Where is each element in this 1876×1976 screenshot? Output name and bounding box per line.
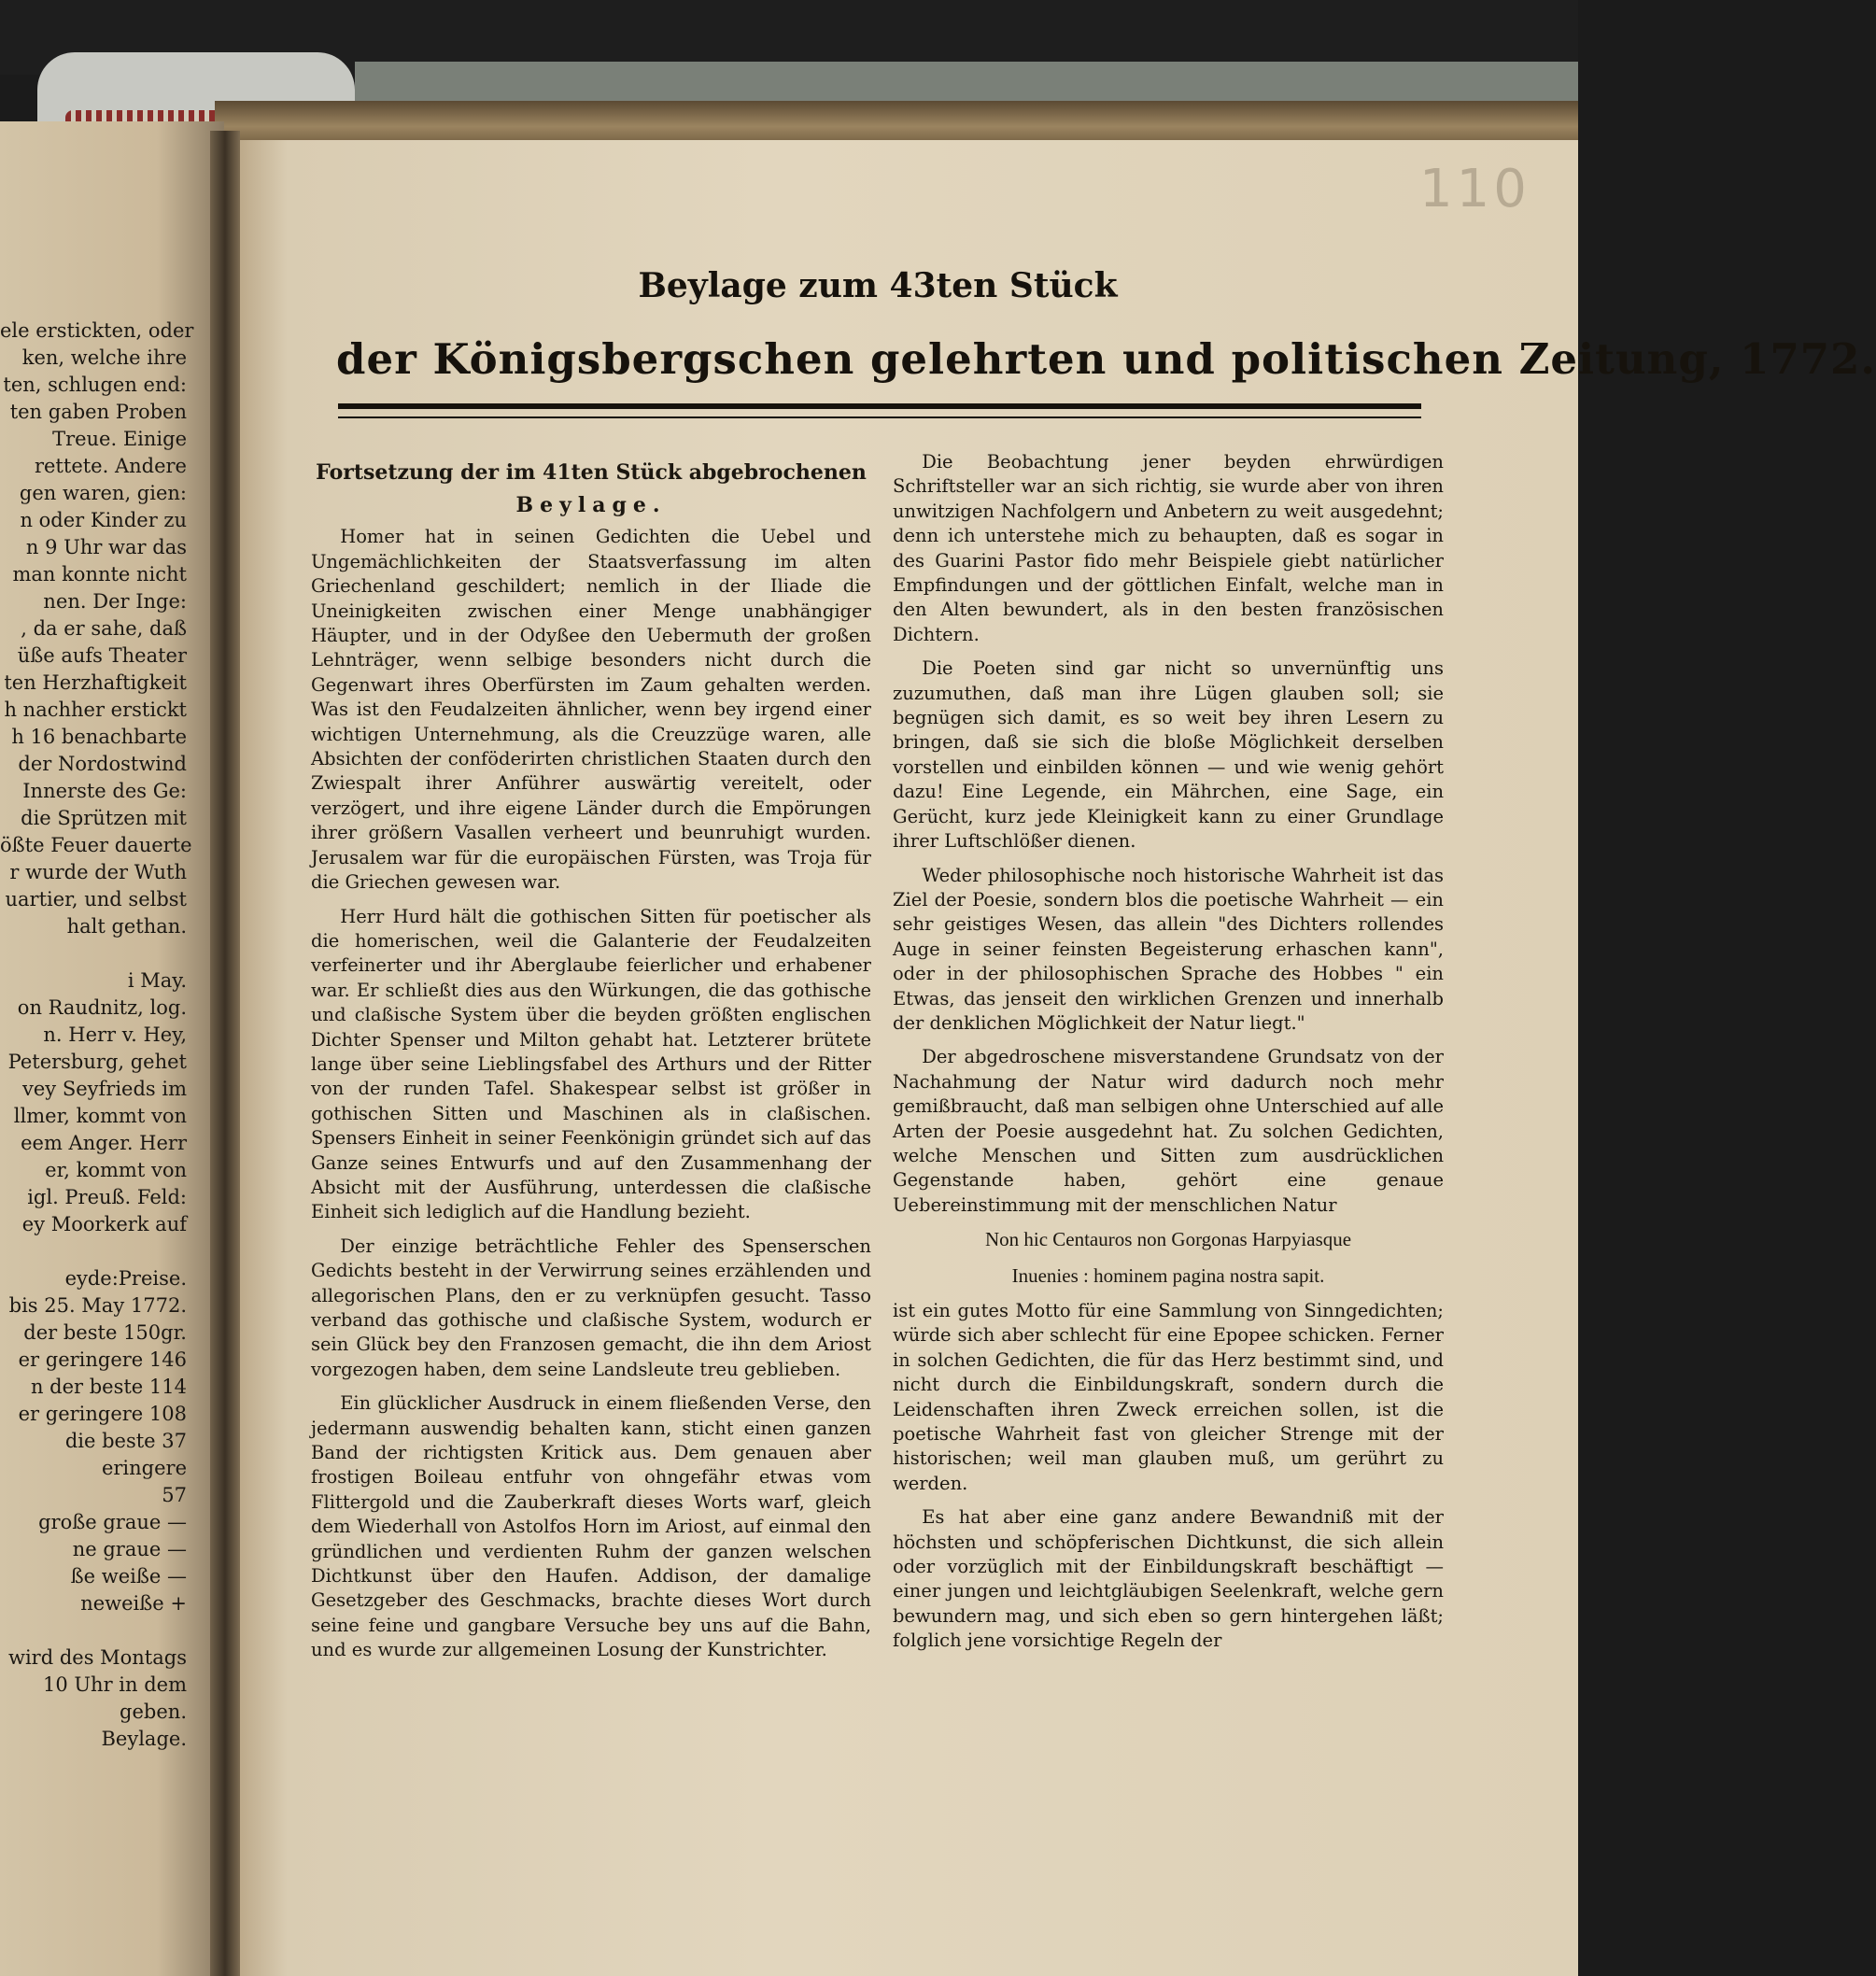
paragraph: Die Beobachtung jener beyden ehrwürdigen Schriftsteller war an sich richtig, sie wurde aber von ihren unwitzigen Nachfolgern und Anbetern zu weit ausgedehnt; denn ich unterstehe mich zu behaupten, daß es sogar in des Guarini Pastor fido mehr Beispiele giebt natürlicher Empfindungen und der göttlichen Einfalt, welche man in den Alten bewundert, als in den besten französischen Dichtern. — [893, 451, 1444, 645]
left-page-line: ey Moorkerk auf — [21, 1213, 187, 1235]
paragraph: Es hat aber eine ganz andere Bewandniß mit der höchsten und schöpferischen Dichtkunst, die sich allein oder vorzüglich mit der Einbildungskraft beschäftigt — einer jungen und leichtgläubigen Seelenkraft, welche gern bewundern mag, und sich eben so gern hintergehen läßt; folglich jene vorsichtige Regeln der — [893, 1506, 1444, 1652]
left-page-text — [0, 318, 194, 1753]
paragraph: Die Poeten sind gar nicht so unvernünftig uns zuzumuthen, daß man ihre Lügen glauben soll; sie begnügen sich damit, es so weit bey ihren Lesern zu bringen, daß sie sich die bloße Möglichkeit derselben vorstellen und einbilden können — und wie wenig gehört dazu! Eine Legende, ein Mährchen, eine Sage, ein Gerücht, kurz jede Kleinigkeit kann zu einer Grundlage ihrer Luftschlößer dienen. — [893, 657, 1444, 853]
left-page-line: n der beste 114 — [30, 1376, 187, 1398]
left-page-line: eringere — [101, 1457, 187, 1479]
paragraph: Ein glücklicher Ausdruck in einem fließenden Verse, den jedermann auswendig behalten kann, sticht einen ganzen Band der richtigsten Kritick aus. Dem genauen aber frostigen Boileau entfuhr von ohngefähr etwas vom Flittergold und die Zauberkraft dieses Worts warf, gleich dem Wiederhall von Astolfos Horn im Ariost, auf einmal den gründlichen und verdienten Ruhm der ganzen welschen Dichtkunst über den Haufen. Addison, der damalige Gesetzgeber des Geschmacks, brachte dieses Wort durch seine feine und gangbare Versuche bey uns auf die Bahn, und es wurde zur allgemeinen Losung der Kunstrichter. — [311, 1392, 871, 1661]
left-page-line: Petersburg, gehet — [7, 1051, 187, 1073]
left-page-line: nen. Der Inge: — [43, 590, 187, 613]
paragraph: Der einzige beträchtliche Fehler des Spenserschen Gedichts besteht in der Verwirrung seines erzählenden und allegorischen Plans, den er zu verknüpfen gesucht. Tasso verband das gothische und claßische System, wodurch er sein Glück bey den Franzosen gemacht, die ihn dem Ariost vorgezogen haben, dem seine Landsleute treu geblieben. — [311, 1235, 871, 1380]
left-page-line: ße weiße — — [70, 1565, 187, 1588]
paragraph: Herr Hurd hält die gothischen Sitten für poetischer als die homerischen, weil die Galanterie der Feudalzeiten verfeinerter und ihr Aberglaube feierlicher und erhabener war. Er schließt dies aus den Würkungen, die das gothische und claßische System über die beyden größten englischen Dichter Spenser und Milton gehabt hat. Letzterer brütete lange über seine Lieblingsfabel des Arthurs und der Ritter von der runden Tafel. Shakespear selbst ist größer in gothischen Sitten und Maschinen als in claßischen. Spensers Einheit in seiner Feenkönigin gründet sich auf das Ganze seines Entwurfs und auf den Zusammenhang der Absicht mit der Ausführung, unterdessen die claßische Einheit sich lediglich auf die Handlung bezieht. — [311, 905, 871, 1223]
book-board — [355, 62, 1578, 106]
paragraph: Homer hat in seinen Gedichten die Uebel und Ungemächlichkeiten der Staatsverfassung im alten Griechenland geschildert; nemlich in der Iliade die Uneinigkeiten zwischen einer Menge unabhängiger Häupter, und in der Odyßee den Uebermuth der großen Lehnträger, wenn selbige besonders nicht durch die Gegenwart ihres Oberfürsten im Zaum gehalten werden. Was ist den Feudalzeiten ähnlicher, wenn bey irgend einer wichtigen Unternehmung, als die Creuzzüge waren, alle Absichten der conföderirten christlichen Staaten durch den Zwiespalt ihrer Anführer auswärtig vereitelt, oder verzögert, und ihre eigene Länder durch die Empörungen ihrer größern Vasallen verheert und beunruhigt wurden. Jerusalem war für die europäischen Fürsten, was Troja für die Griechen gewesen war. — [311, 526, 871, 894]
left-page-line: ten Herzhaftigkeit — [4, 671, 187, 694]
latin-verse-1: Non hic Centauros non Gorgonas Harpyiasque — [984, 1228, 1352, 1251]
right-column — [893, 450, 1444, 1663]
paragraph: ist ein gutes Motto für eine Sammlung von Sinngedichten; würde sich aber schlecht für eine Epopee schicken. Ferner in solchen Gedichten, die für das Herz bestimmt sind, und nicht durch die Einbildungskraft, sondern durch die Leidenschaften ihren Zweck erreichen sollen, ist die poetische Wahrheit fast von gleicher Strenge mit der historischen; weil man glauben muß, um gerührt zu werden. — [893, 1300, 1444, 1494]
left-page-line: ößte Feuer dauerte — [0, 834, 192, 856]
left-page-line: 57 — [162, 1484, 187, 1506]
left-page-line: gen waren, gien: — [19, 482, 187, 504]
newspaper-title: der Königsbergschen gelehrten und politischen Zeitung, 1772. — [336, 334, 1876, 384]
left-page-line: ten gaben Proben — [9, 401, 187, 423]
left-page-line: Beylage. — [101, 1728, 187, 1750]
folio-number: 110 — [1419, 159, 1530, 219]
left-page-line: h nachher erstickt — [4, 699, 187, 721]
left-page-line: wird des Montags — [7, 1646, 187, 1669]
left-page-line — [0, 940, 187, 967]
left-page-line: n 9 Uhr war das — [25, 536, 187, 558]
article-subtitle: Beylage. — [515, 493, 667, 517]
left-page-line: r wurde der Wuth — [9, 861, 187, 883]
left-page-line: vey Seyfrieds im — [22, 1078, 187, 1100]
latin-verse-2: Inuenies : hominem pagina nostra sapit. — [1011, 1263, 1325, 1287]
title-rule — [338, 403, 1421, 418]
left-page-line: eem Anger. Herr — [21, 1132, 187, 1154]
paragraph: Der abgedroschene misverstandene Grundsatz von der Nachahmung der Natur wird dadurch noch mehr gemißbraucht, daß man selbigen ohne Unterschied auf alle Arten der Poesie ausgedehnt hat. Zu solchen Gedichten, welche Menschen und Sitten zum ausdrücklichen Gegenstande haben, gehört eine genaue Uebereinstimmung mit der menschlichen Natur — [893, 1046, 1444, 1216]
left-page-line: große graue — — [38, 1511, 187, 1533]
left-page-line: geben. — [120, 1701, 187, 1723]
left-page-line: n. Herr v. Hey, — [43, 1023, 187, 1046]
left-page-line: die beste 37 — [64, 1430, 187, 1452]
left-page-line — [0, 1238, 187, 1265]
left-page-line: , da er sahe, daß — [21, 617, 187, 640]
left-page-line: halt gethan. — [66, 915, 187, 938]
left-page-line: neweiße + — [80, 1592, 187, 1615]
left-column — [311, 459, 871, 1673]
supplement-heading: Beylage zum 43ten Stück — [638, 266, 1118, 305]
left-page-line: der Nordostwind — [18, 753, 187, 775]
left-page-line: eyde:Preise. — [64, 1267, 187, 1290]
left-page-line: er, kommt von — [45, 1159, 187, 1181]
gutter — [210, 131, 240, 1976]
left-page-line: Innerste des Ge: — [22, 780, 187, 802]
left-page-line: die Sprützen mit — [21, 807, 187, 829]
left-page-line: er geringere 146 — [18, 1348, 187, 1371]
left-page-line: h 16 benachbarte — [11, 726, 187, 748]
left-page-line: üße aufs Theater — [17, 644, 187, 667]
left-page-line: i May. — [127, 969, 187, 992]
left-page-line: uartier, und selbst — [5, 888, 187, 910]
left-page-line — [0, 1617, 187, 1644]
left-page-line: llmer, kommt von — [13, 1105, 187, 1127]
left-page-line: der beste 150gr. — [23, 1321, 187, 1344]
left-page-line: 10 Uhr in dem — [42, 1673, 187, 1696]
left-page-line: Treue. Einige — [52, 428, 187, 450]
left-page-line: rettete. Andere — [34, 455, 187, 477]
left-page-line: on Raudnitz, log. — [17, 996, 187, 1019]
paragraph: Weder philosophische noch historische Wahrheit ist das Ziel der Poesie, sondern blos die poetische Wahrheit — ein sehr geistiges Wesen, das allein "des Dichters rollendes Auge in seiner feinsten Begeisterung erhaschen kann", oder in der philosophischen Sprache des Hobbes " ein Etwas, das jenseit den wirklichen Grenzen und innerhalb der denklichen Möglichkeit der Natur liegt." — [893, 864, 1444, 1034]
left-page-line: n oder Kinder zu — [20, 509, 187, 531]
left-page-line: ken, welche ihre — [21, 346, 187, 369]
left-page-line: er geringere 108 — [18, 1403, 187, 1425]
left-page-line: igl. Preuß. Feld: — [27, 1186, 187, 1208]
left-page-line: ten, schlugen end: — [3, 374, 187, 396]
left-page-line: ele erstickten, oder — [0, 319, 194, 342]
left-page-line: man konnte nicht — [12, 563, 187, 586]
left-page-line: bis 25. May 1772. — [8, 1294, 187, 1317]
article-title: Fortsetzung der im 41ten Stück abgebrochenen — [316, 460, 867, 485]
left-page-line: ne graue — — [72, 1538, 187, 1560]
